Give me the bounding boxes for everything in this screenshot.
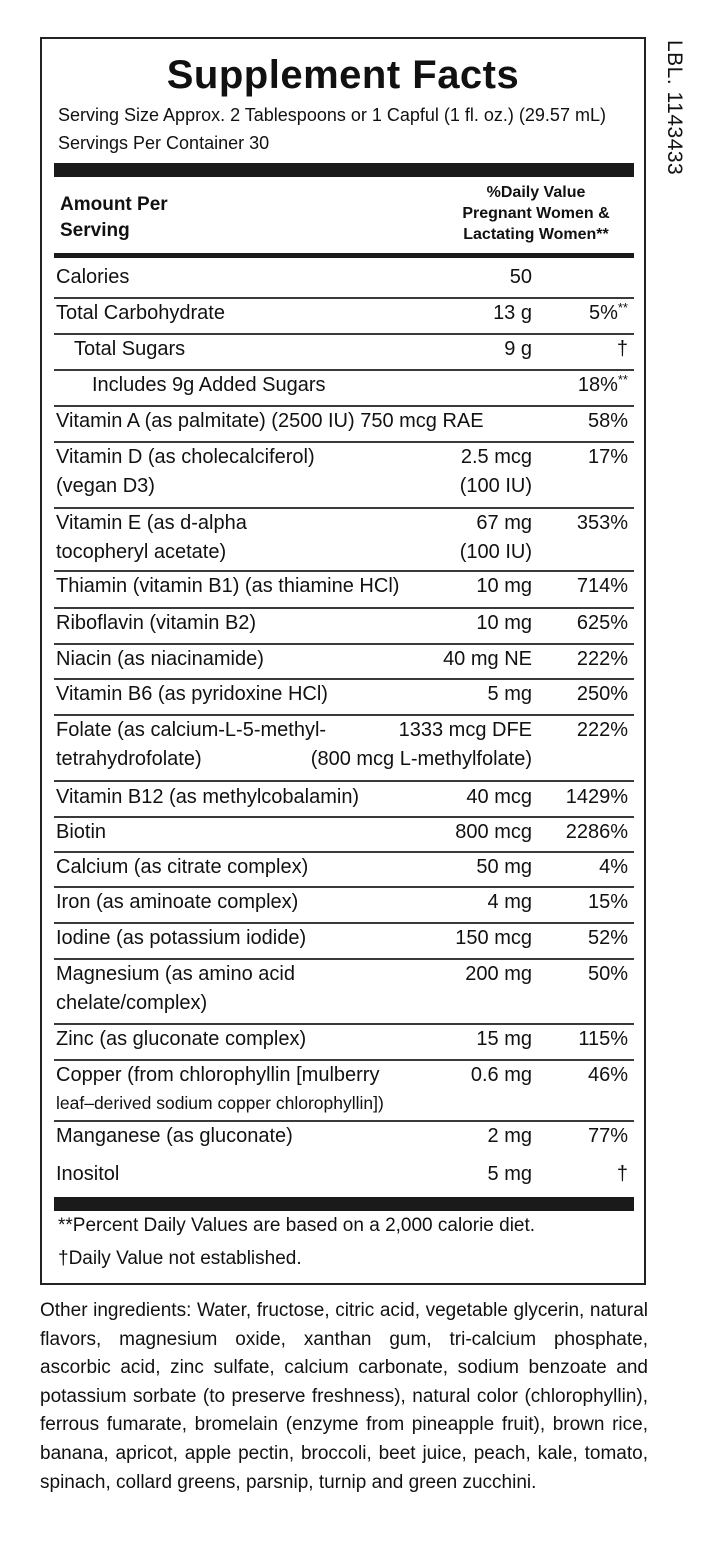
nutrient-amount: 1333 mcg DFE (398, 719, 532, 741)
nutrient-row (54, 648, 634, 673)
row-divider (54, 607, 634, 609)
nutrient-amount: 10 mg (476, 612, 532, 634)
nutrient-amount: 15 mg (476, 1028, 532, 1050)
nutrient-amount: 2 mg (487, 1125, 532, 1147)
divider-thick-top (54, 163, 634, 177)
nutrient-daily-value: 353% (576, 512, 628, 534)
nutrient-daily-value: 18%** (577, 372, 628, 396)
nutrient-amount: 50 (509, 266, 532, 288)
row-divider (54, 816, 634, 818)
nutrient-daily-value: 46% (587, 1064, 628, 1086)
nutrient-row (54, 512, 634, 566)
nutrient-name: Niacin (as niacinamide) (56, 648, 264, 670)
nutrient-daily-value: 5%** (588, 300, 628, 324)
nutrient-row (54, 575, 634, 600)
nutrient-row (54, 963, 634, 1017)
dv-header-line3: Lactating Women** (463, 226, 609, 243)
row-divider (54, 441, 634, 443)
nutrient-name: Inositol (56, 1163, 120, 1185)
nutrient-daily-value: 2286% (565, 821, 628, 843)
percent-daily-note: **Percent Daily Values are based on a 2,000 calorie diet. (58, 1215, 536, 1236)
nutrient-daily-value: 4% (599, 856, 628, 878)
nutrient-name: Vitamin B12 (as methylcobalamin) (56, 786, 360, 808)
nutrient-row (54, 1064, 634, 1118)
nutrient-daily-value: 115% (578, 1028, 628, 1050)
nutrient-name-continued: tocopheryl acetate) (56, 541, 227, 563)
label-code (654, 40, 694, 240)
nutrient-row (54, 821, 634, 846)
nutrient-amount: 13 g (493, 302, 532, 324)
daily-value-mark: ** (617, 372, 628, 387)
row-divider (54, 678, 634, 680)
nutrient-daily-value: 58% (587, 410, 628, 432)
nutrient-name-continued: chelate/complex) (56, 992, 208, 1014)
nutrient-amount: 200 mg (465, 963, 532, 985)
nutrient-name: Total Sugars (74, 338, 186, 360)
nutrient-daily-value: 625% (576, 612, 628, 634)
nutrient-amount: 800 mcg (455, 821, 532, 843)
nutrient-row (54, 1125, 634, 1150)
nutrient-name: Riboflavin (vitamin B2) (56, 612, 257, 634)
daily-value-mark: ** (617, 300, 628, 315)
nutrient-name: Vitamin B6 (as pyridoxine HCl) (56, 683, 328, 705)
row-divider (54, 714, 634, 716)
serving-size: Serving Size Approx. 2 Tablespoons or 1 Capful (1 fl. oz.) (29.57 mL) (58, 105, 606, 125)
nutrient-daily-value: 15% (587, 891, 628, 913)
row-divider (54, 405, 634, 407)
nutrient-row (54, 410, 634, 435)
nutrient-amount: 5 mg (487, 1163, 532, 1185)
nutrient-amount: 4 mg (487, 891, 532, 913)
nutrient-daily-value: † (616, 1163, 628, 1185)
nutrient-amount: 40 mg NE (443, 648, 532, 670)
nutrient-name: Magnesium (as amino acid (56, 963, 295, 985)
nutrient-row (54, 1163, 634, 1188)
nutrient-daily-value: 250% (576, 683, 628, 705)
nutrient-row (54, 891, 634, 916)
nutrient-name: Calcium (as citrate complex) (56, 856, 309, 878)
amount-header-line1: Amount Per (60, 194, 168, 215)
nutrient-name-continued: (vegan D3) (56, 475, 155, 497)
nutrient-row (54, 927, 634, 952)
nutrient-row (54, 266, 634, 291)
nutrient-daily-value: 52% (587, 927, 628, 949)
row-divider (54, 1120, 634, 1122)
divider-thick-bottom (54, 1197, 634, 1211)
nutrient-row (54, 683, 634, 708)
nutrient-daily-value: 222% (576, 648, 628, 670)
nutrient-amount: 50 mg (476, 856, 532, 878)
nutrient-daily-value: 50% (587, 963, 628, 985)
daily-value-header (436, 182, 636, 245)
row-divider (54, 333, 634, 335)
nutrient-name: Biotin (56, 821, 107, 843)
nutrient-row (54, 719, 634, 773)
row-divider (54, 958, 634, 960)
row-divider (54, 886, 634, 888)
other-ingredients: Other ingredients: Water, fructose, citric acid, vegetable glycerin, natural flavors, magnesium oxide, xanthan gum, tri-calcium phosphate, ascorbic acid, zinc sulfate, calcium carbonate, sodium benzoate and potassium sorbate (to preserve freshness), natural color (chlorophyllin), ferrous fumarate, bromelain (enzyme from pineapple fruit), brown rice, banana, apricot, apple pectin, broccoli, beet juice, peach, kale, tomato, spinach, collard greens, parsnip, turnip and green zucchini. (40, 1300, 648, 1493)
row-divider (54, 507, 634, 509)
nutrient-daily-value: 1429% (565, 786, 628, 808)
nutrient-name: Includes 9g Added Sugars (92, 374, 326, 396)
nutrient-name: Total Carbohydrate (56, 302, 225, 324)
row-divider (54, 369, 634, 371)
nutrient-row (54, 786, 634, 811)
nutrient-name: Thiamin (vitamin B1) (as thiamine HCl) (56, 575, 400, 597)
nutrient-amount-detail: (100 IU) (459, 541, 532, 563)
row-divider (54, 780, 634, 782)
amount-per-serving-header (60, 192, 168, 244)
nutrient-row (54, 374, 634, 399)
nutrient-name: Zinc (as gluconate complex) (56, 1028, 307, 1050)
row-divider (54, 851, 634, 853)
nutrient-daily-value: 222% (576, 719, 628, 741)
nutrient-amount-detail: (100 IU) (459, 475, 532, 497)
nutrient-amount: 150 mcg (455, 927, 532, 949)
nutrient-daily-value: 17% (587, 446, 628, 468)
panel-title: Supplement Facts (166, 53, 520, 97)
nutrient-amount: 2.5 mcg (460, 446, 532, 468)
amount-header-line2: Serving (60, 220, 130, 241)
row-divider (54, 1023, 634, 1025)
nutrient-daily-value: 77% (587, 1125, 628, 1147)
row-divider (54, 922, 634, 924)
nutrient-amount: 5 mg (487, 683, 532, 705)
nutrient-row (54, 302, 634, 327)
row-divider (54, 643, 634, 645)
dv-header-line1: %Daily Value (486, 184, 586, 201)
nutrient-amount: 40 mcg (466, 786, 532, 808)
nutrient-row (54, 338, 634, 363)
row-divider (54, 1059, 634, 1061)
nutrient-row (54, 446, 634, 500)
nutrient-name: Vitamin A (as palmitate) (2500 IU) 750 mcg RAE (56, 410, 484, 432)
nutrient-name: Vitamin E (as d-alpha (56, 512, 247, 534)
row-divider (54, 570, 634, 572)
nutrient-amount: 10 mg (476, 575, 532, 597)
nutrient-amount-detail: (800 mcg L-methylfolate) (310, 748, 532, 770)
nutrient-daily-value: † (616, 338, 628, 360)
nutrient-name: Manganese (as gluconate) (56, 1125, 293, 1147)
divider-header (54, 253, 634, 258)
label-code-text: LBL. 1143433 (663, 40, 686, 176)
nutrient-daily-value: 714% (576, 575, 628, 597)
nutrient-row (54, 856, 634, 881)
supplement-facts-panel (40, 37, 646, 1285)
nutrient-name-continued: tetrahydrofolate) (56, 748, 202, 770)
nutrient-name: Iron (as aminoate complex) (56, 891, 299, 913)
nutrient-name: Folate (as calcium-L-5-methyl- (56, 719, 327, 741)
nutrient-amount: 9 g (504, 338, 532, 360)
nutrient-name-continued: leaf–derived sodium copper chlorophyllin]) (56, 1093, 384, 1113)
nutrient-row (54, 1028, 634, 1053)
nutrient-amount: 0.6 mg (470, 1064, 532, 1086)
nutrient-name: Calories (56, 266, 130, 288)
nutrient-name: Iodine (as potassium iodide) (56, 927, 307, 949)
nutrient-row (54, 612, 634, 637)
nutrient-name: Copper (from chlorophyllin [mulberry (56, 1064, 380, 1086)
nutrient-amount: 67 mg (476, 512, 532, 534)
row-divider (54, 297, 634, 299)
dagger-note: †Daily Value not established. (58, 1248, 302, 1269)
nutrient-name: Vitamin D (as cholecalciferol) (56, 446, 315, 468)
dv-header-line2: Pregnant Women & (462, 205, 610, 222)
servings-per-container: Servings Per Container 30 (58, 133, 270, 153)
